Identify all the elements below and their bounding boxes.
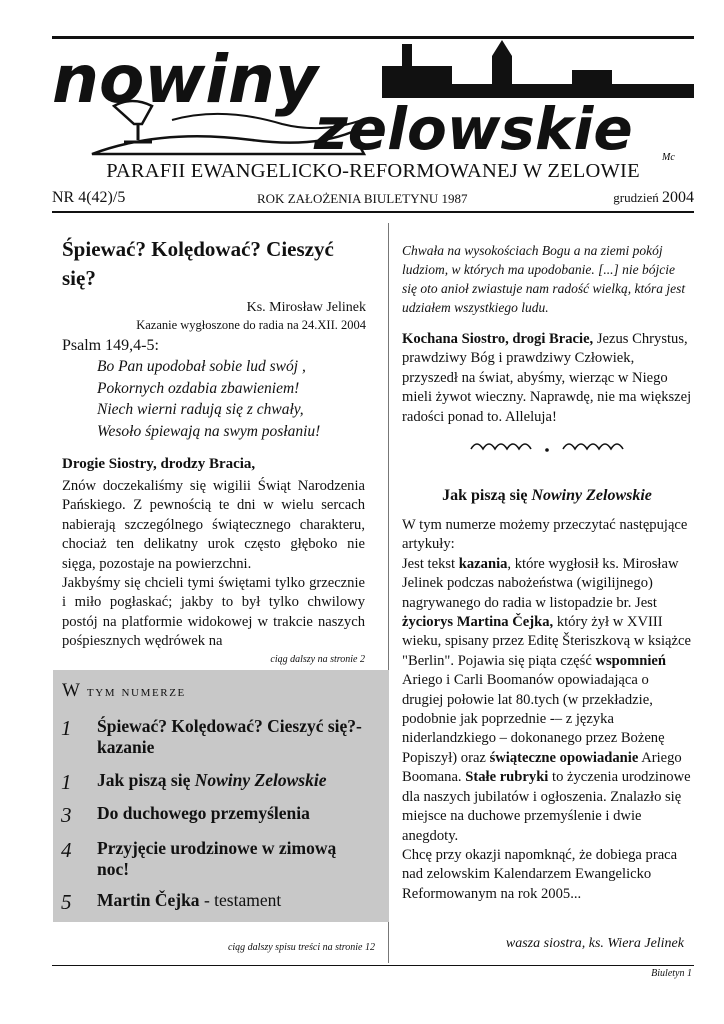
toc-title-subtitle: - testament — [203, 890, 282, 910]
toc-title: Do duchowego przemyślenia — [97, 803, 310, 823]
toc-page-number: 3 — [61, 803, 72, 827]
sermon-title: Śpiewać? Kolędować? Cieszyć się? — [62, 237, 334, 290]
toc-title-italic: Nowiny Zelowskie — [194, 770, 327, 790]
sermon-author: Ks. Mirosław Jelinek — [246, 300, 366, 315]
masthead-title-nowiny: nowiny — [52, 41, 318, 118]
toc-item[interactable] — [53, 838, 389, 878]
psalm-verse: Wesoło śpiewają na swym posłaniu! — [97, 422, 321, 440]
toc-item[interactable] — [53, 803, 389, 843]
psalm-reference: Psalm 149,4-5: — [62, 337, 159, 354]
article-text: to życzenia urodzinowe dla naszych jubilatów i ogłoszenia. Znalazło się miejsce na duchowe przemyślenie i dwie anegdoty. — [402, 769, 691, 844]
masthead-title-zelowskie: zelowskie — [314, 95, 633, 162]
article-highlight: życiorys Martina Čejka, — [402, 614, 554, 631]
article-signature: wasza siostra, ks. Wiera Jelinek — [505, 936, 684, 951]
header-rule — [52, 211, 694, 213]
article-highlight: wspomnień — [595, 652, 667, 669]
skyline-silhouette — [382, 40, 694, 98]
article-text: Ariego i Carli Boomanów opowiadająca o drugiej połowie lat 80.tych (w przekładzie, podobnie jak poprzednie -– z języka niderlandzkiego – dokonanego przez Bożenę Popiszył) oraz — [402, 672, 665, 766]
toc-item[interactable] — [53, 890, 389, 930]
ornament-icon — [467, 437, 627, 455]
article-intro: W tym numerze możemy przeczytać następujące artykuły: — [402, 517, 688, 553]
article-paragraph: Chcę przy okazji napomknąć, że dobiega praca nad zelowskim Kalendarzem Ewangelicko Reformowanym na rok 2005... — [402, 846, 678, 902]
toc-title-main: Martin Čejka — [97, 890, 200, 910]
toc-title — [97, 890, 369, 911]
sermon-note: Kazanie wygłoszone do radia na 24.XII. 2004 — [136, 318, 366, 332]
christmas-address — [402, 330, 692, 427]
sermon-continued-note: ciąg dalszy na stronie 2 — [270, 654, 365, 665]
article-text: Jest tekst — [402, 555, 456, 572]
issue-number: NR 4(42)/5 — [52, 189, 126, 206]
article-highlight: Stałe rubryki — [465, 769, 549, 786]
address-greeting: Kochana Siostro, drogi Bracie, — [402, 331, 594, 347]
psalm-verse: Pokornych ozdabia zbawieniem! — [97, 379, 300, 397]
article-text: Ariego Boomana. — [402, 749, 682, 786]
address-text: Jezus Chrystus, prawdziwy Bóg i prawdziwy Człowiek, przyszedł na świat, abyśmy, wierząc w Niego mieli żywot wieczny. Naprawdę, nie ma większej radości ponad to. Alleluja! — [402, 331, 692, 425]
psalm-verse: Niech wierni radują się z chwały, — [97, 401, 304, 418]
issue-year: 2004 — [662, 189, 694, 206]
masthead-artwork — [52, 36, 694, 162]
toc-item[interactable] — [53, 716, 389, 756]
psalm-verses — [97, 356, 377, 442]
ornament-divider — [402, 437, 692, 460]
article-body — [402, 516, 692, 904]
founded-year: ROK ZAŁOŻENIA BIULETYNU 1987 — [257, 191, 468, 206]
article-text: który żył w XVIII wieku, spisany przez Editę Šteriszkovą w książce "Berlin". Pojawia się piąta część — [402, 614, 691, 669]
article-highlight: świąteczne opowiadanie — [489, 749, 639, 766]
sermon-paragraph: Znów doczekaliśmy się wigilii Świąt Narodzenia Pańskiego. Z pewnością te dni w wielu sercach nabierają szczególnego świątecznego charakteru, chociaż ten delikatny urok często głęboko nie sięga, pozostaje na powierzchni. — [62, 478, 365, 572]
article-title-prefix: Jak piszą się — [442, 487, 528, 504]
toc-title-prefix: Jak piszą się — [97, 770, 191, 790]
psalm-verse: Bo Pan upodobał sobie lud swój , — [97, 358, 306, 375]
toc-page-number: 1 — [61, 716, 72, 740]
toc-title: Przyjęcie urodzinowe w zimową noc! — [97, 838, 337, 879]
masthead-logo — [52, 36, 694, 162]
table-of-contents — [53, 670, 389, 922]
sermon-body — [62, 477, 365, 652]
toc-continued-note: ciąg dalszy spisu treści na stronie 12 — [227, 942, 375, 953]
toc-heading-rest: tym numerze — [86, 684, 186, 700]
sermon-greeting: Drogie Siostry, drodzy Bracia, — [62, 456, 256, 472]
toc-title: Śpiewać? Kolędować? Cieszyć się?- kazanie — [97, 716, 362, 757]
page-footer: Biuletyn 1 — [651, 968, 692, 979]
article-paragraph — [402, 555, 692, 846]
scripture-quote: Chwała na wysokościach Bogu a na ziemi pokój ludziom, w których ma upodobanie. [...] nie bójcie się oto anioł zwiastuje nam radość wielką, która jest udziałem wszystkiego ludu. — [402, 243, 686, 315]
article-title — [402, 487, 692, 505]
sermon-paragraph: Jakbyśmy się chcieli tymi świętami tylko grzecznie i miło pogłaskać; jakby to był tylko chwilowy postój na platformie widokowej w trakcie naszych pośpiesznych wędrówek na — [62, 575, 365, 650]
parish-name: PARAFII EWANGELICKO-REFORMOWANEJ W ZELOWIE — [106, 160, 640, 182]
footer-rule — [52, 965, 694, 966]
toc-page-number: 1 — [61, 770, 72, 794]
issue-month: grudzień — [613, 190, 659, 205]
article-highlight: kazania — [458, 555, 508, 572]
issue-date — [613, 189, 694, 207]
toc-title — [97, 770, 369, 791]
issue-line — [52, 189, 694, 211]
article-text: , które wygłosił ks. Mirosław Jelinek podczas nabożeństwa (wigilijnego) nagrywanego do radia w listopadzie br. Jest — [402, 555, 679, 611]
artist-mark: Mc — [662, 152, 675, 162]
article-title-italic: Nowiny Zelowskie — [531, 487, 652, 504]
toc-heading — [62, 680, 186, 702]
toc-page-number: 5 — [61, 890, 72, 914]
toc-page-number: 4 — [61, 838, 72, 862]
toc-heading-initial: W — [62, 680, 82, 701]
